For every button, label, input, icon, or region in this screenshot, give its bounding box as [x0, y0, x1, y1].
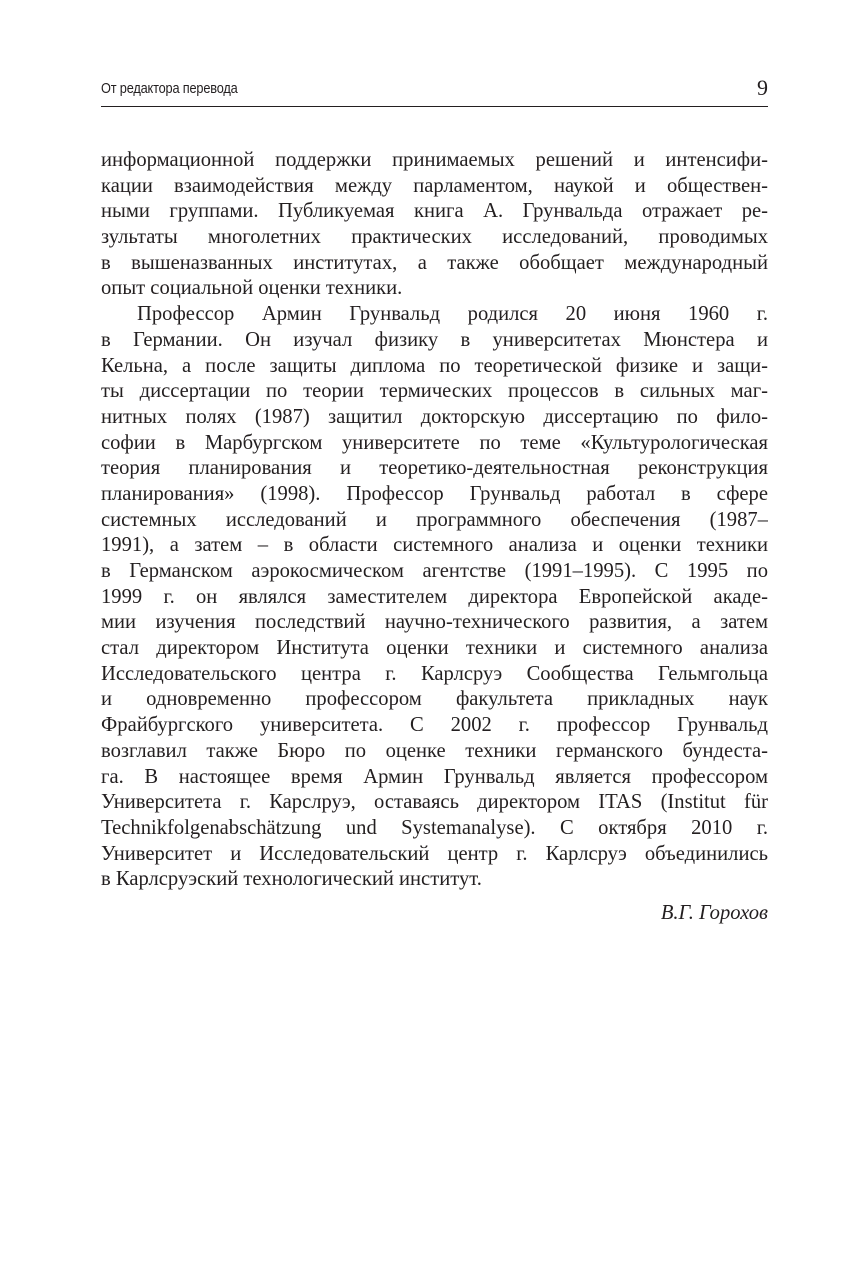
text-line: 1991), а затем – в области системного анализа и оценки техники [101, 534, 768, 557]
signature: В.Г. Горохов [660, 902, 768, 924]
text-line: в Германии. Он изучал физику в университетах Мюнстера и [101, 328, 768, 351]
text-line: Университета г. Карслруэ, оставаясь директором ITAS (Institut für [101, 791, 768, 814]
text-line: Профессор Армин Грунвальд родился 20 июня 1960 г. [137, 303, 768, 326]
text-line: опыт социальной оценки техники. [101, 277, 403, 300]
text-line: в Германском аэрокосмическом агентстве (1991–1995). С 1995 по [101, 560, 768, 582]
text-line: теория планирования и теоретико-деятельностная реконструкция [101, 457, 768, 480]
text-line: информационной поддержки принимаемых решений и интенсифи- [101, 149, 768, 171]
text-line: 1999 г. он являлся заместителем директора Европейской акаде- [101, 585, 768, 608]
text-line: зультаты многолетних практических исследований, проводимых [101, 226, 768, 249]
text-line: мии изучения последствий научно-технического развития, а затем [101, 611, 768, 634]
text-line: системных исследований и программного обеспечения (1987– [101, 508, 768, 531]
text-line: Кельна, а после защиты диплома по теоретической физике и защи- [101, 354, 768, 377]
text-line: возглавил также Бюро по оценке техники германского бундеста- [101, 739, 768, 762]
text-line: нитных полях (1987) защитил докторскую диссертацию по фило- [101, 405, 768, 428]
text-line: Исследовательского центра г. Карлсруэ Сообщества Гельмгольца [101, 662, 768, 685]
text-line: Technikfolgenabschätzung und Systemanalyse). С октября 2010 г. [101, 816, 768, 839]
text-line: Университет и Исследовательский центр г. Карлсруэ объединились [101, 842, 768, 865]
text-line: ты диссертации по теории термических процессов в сильных маг- [101, 380, 768, 403]
text-line: планирования» (1998). Профессор Грунвальд работал в сфере [101, 482, 768, 505]
text-line: стал директором Института оценки техники и системного анализа [101, 637, 768, 660]
running-title: От редактора перевода [101, 81, 238, 97]
running-header [101, 72, 768, 107]
paragraph [101, 302, 768, 893]
text-line: ными группами. Публикуемая книга А. Грунвальда отражает ре- [101, 200, 768, 223]
text-line: и одновременно профессором факультета прикладных наук [101, 688, 768, 711]
page-number: 9 [757, 75, 768, 100]
text-line: в вышеназванных институтах, а также обобщает международный [101, 251, 768, 274]
text-line: га. В настоящее время Армин Грунвальд является профессором [101, 765, 768, 788]
text-line: софии в Марбургском университете по теме «Культурологическая [101, 431, 768, 454]
text-line: в Карлсруэский технологический институт. [101, 868, 482, 891]
paragraph [101, 148, 768, 302]
text-line: кации взаимодействия между парламентом, наукой и обществен- [101, 174, 768, 197]
body-text [101, 148, 768, 893]
text-line: Фрайбургского университета. С 2002 г. профессор Грунвальд [101, 714, 768, 737]
